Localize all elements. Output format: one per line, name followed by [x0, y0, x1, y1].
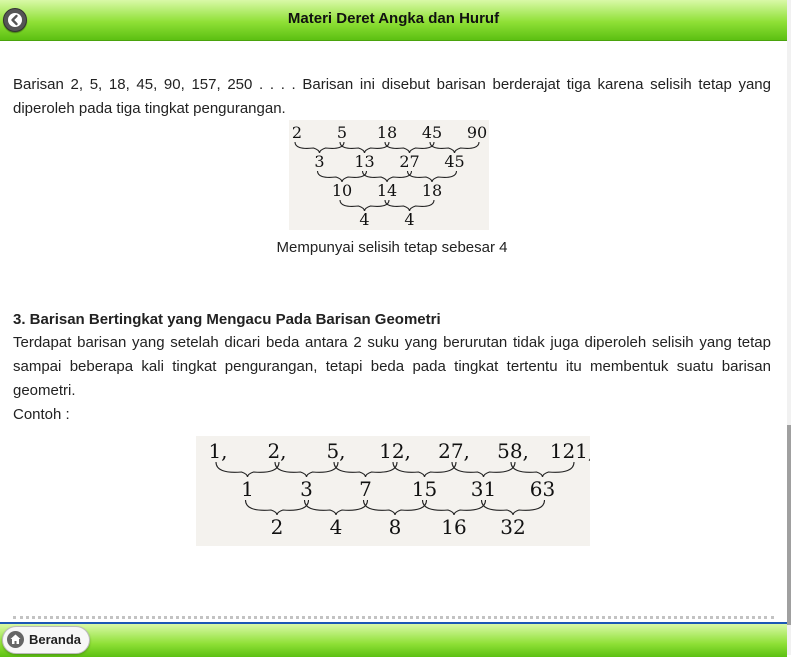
figure-number: 27,: [438, 439, 470, 463]
difference-brace: [423, 500, 486, 515]
figure-number: 5,: [326, 439, 346, 463]
figure-number: 12,: [379, 439, 411, 463]
figure-number: 63: [529, 477, 556, 501]
difference-brace: [275, 462, 338, 477]
difference-brace: [318, 171, 367, 182]
contoh-label: Contoh :: [13, 406, 70, 423]
home-button[interactable]: [2, 626, 90, 654]
figure-number: 7: [359, 477, 372, 501]
difference-brace: [216, 462, 279, 477]
difference-brace: [334, 462, 397, 477]
difference-brace: [482, 500, 545, 515]
figure-number: 2,: [267, 439, 287, 463]
figure-number: 10: [331, 181, 353, 200]
scrollbar[interactable]: [787, 0, 791, 655]
figure-number: 4: [329, 515, 343, 539]
difference-brace: [511, 462, 574, 477]
paragraph-barisan-geometri: Terdapat barisan yang setelah dicari beda antara 2 suku yang berurutan tidak juga diperoleh selisih yang tetap sampai beberapa kali tingkat pengurangan, tetapi beda pada tingkat tertentu itu membentuk suatu barisan geometri.: [13, 334, 771, 399]
scrollbar-thumb[interactable]: [787, 425, 791, 625]
home-button-label: Beranda: [29, 632, 82, 647]
figure-number: 16: [441, 515, 467, 539]
figure-barisan-geometri: [196, 436, 590, 546]
footer-bar: [0, 622, 787, 657]
header-bar: [0, 0, 787, 41]
figure-number: 13: [354, 152, 375, 171]
figure-number: 3: [300, 477, 313, 501]
figure-number: 90: [466, 123, 488, 142]
figure-number: 58,: [497, 439, 529, 463]
figure-caption: Mempunyai selisih tetap sebesar 4: [276, 239, 508, 256]
difference-brace: [452, 462, 515, 477]
difference-brace: [393, 462, 456, 477]
difference-brace: [340, 200, 389, 211]
figure-number: 45: [421, 123, 443, 142]
difference-brace: [385, 200, 434, 211]
figure-selisih-tetap: [289, 120, 489, 230]
figure-number: 18: [421, 181, 443, 200]
figure-number: 32: [500, 515, 526, 539]
figure-number: 27: [399, 152, 420, 171]
figure-number: 1: [241, 477, 254, 501]
difference-brace: [363, 171, 412, 182]
figure-number: 2: [270, 515, 284, 539]
figure-number: 8: [388, 515, 402, 539]
figure-number: 1,: [208, 439, 228, 463]
difference-brace: [305, 500, 368, 515]
difference-brace: [408, 171, 457, 182]
home-icon: [7, 631, 24, 648]
figure-number: 18: [376, 123, 398, 142]
figure-number: 31: [470, 477, 497, 501]
figure-number: 4: [359, 210, 370, 229]
figure-number: 3: [314, 152, 325, 171]
figure-number: 15: [411, 477, 438, 501]
figure-number: 45: [444, 152, 465, 171]
figure-number: 5: [336, 123, 348, 142]
difference-brace: [430, 142, 479, 153]
difference-brace: [295, 142, 344, 153]
figure-number: 4: [404, 210, 415, 229]
difference-brace: [364, 500, 427, 515]
figure-number: 2: [291, 123, 303, 142]
page-title: Materi Deret Angka dan Huruf: [287, 10, 500, 27]
difference-brace: [246, 500, 309, 515]
difference-brace: [340, 142, 389, 153]
paragraph-barisan-berderajat-tiga: Barisan 2, 5, 18, 45, 90, 157, 250 . . . . Barisan ini disebut barisan berderajat tiga karena selisih tetap yang diperoleh pada tiga tingkat pengurangan.: [13, 76, 771, 117]
figure-number: 121,: [549, 439, 590, 463]
section-title-geometri: 3. Barisan Bertingkat yang Mengacu Pada Barisan Geometri: [13, 311, 441, 328]
difference-brace: [385, 142, 434, 153]
figure-number: 14: [376, 181, 398, 200]
